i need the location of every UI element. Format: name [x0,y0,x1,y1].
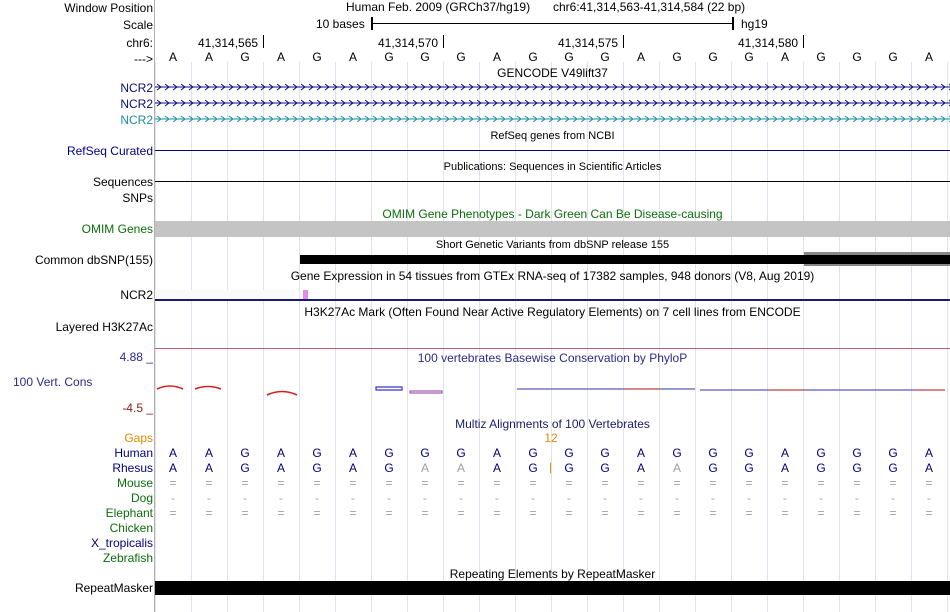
aligned-base-dog: - [495,491,499,505]
aligned-base-human: A [168,446,177,460]
base: G [708,50,718,64]
species-label-elephant[interactable]: Elephant [105,506,153,520]
aligned-base-mouse: = [781,476,789,490]
gap-count[interactable]: 12 [544,431,558,445]
aligned-base-rhesus: G [312,461,322,475]
aligned-base-dog: - [567,491,571,505]
aligned-base-mouse: = [817,476,825,490]
gtex-tissue-mark[interactable] [303,290,308,299]
omim-track-label[interactable]: OMIM Genes [81,222,153,236]
aligned-base-rhesus: G [888,461,898,475]
grid-line [479,62,480,612]
aligned-base-mouse: = [349,476,357,490]
ruler-tick [443,35,444,48]
aligned-base-elephant: = [889,506,897,520]
aligned-base-human: G [816,446,826,460]
base: G [816,50,826,64]
scale-bar [372,23,733,24]
aligned-base-elephant: = [673,506,681,520]
aligned-base-mouse: = [601,476,609,490]
aligned-base-elephant: = [313,506,321,520]
aligned-base-rhesus: A [672,461,681,475]
grid-line [371,62,372,612]
species-label-human[interactable]: Human [114,446,153,460]
aligned-base-dog: - [279,491,283,505]
gencode-track-label-1[interactable]: NCR2 [120,81,153,95]
aligned-base-elephant: = [277,506,285,520]
aligned-base-elephant: = [709,506,717,520]
dbsnp-variant-black[interactable] [300,255,950,264]
aligned-base-mouse: = [205,476,213,490]
alignment-row-dog [155,491,950,505]
base: A [276,50,285,64]
base-position-grid [155,62,950,612]
aligned-base-mouse: = [565,476,573,490]
phylop-mark [267,392,297,396]
refseq-track-title[interactable]: RefSeq genes from NCBI [490,130,615,142]
base: G [564,50,574,64]
aligned-base-human: G [564,446,574,460]
snps-track-label[interactable]: SNPs [122,191,153,205]
alignment-row-rhesus [155,461,950,475]
scale-bar-right-tick [732,17,734,30]
aligned-base-rhesus: G [240,461,250,475]
grid-line [227,62,228,612]
species-label-xtropicalis[interactable]: X_tropicalis [90,536,153,550]
aligned-base-rhesus: A [780,461,789,475]
aligned-base-mouse: = [241,476,249,490]
base: G [384,50,394,64]
aligned-base-elephant: = [529,506,537,520]
aligned-base-rhesus: A [492,461,501,475]
grid-line [155,62,156,612]
aligned-base-elephant: = [817,506,825,520]
alignment-row-elephant [155,506,950,520]
aligned-base-rhesus: A [420,461,429,475]
gap-insertion-marker[interactable]: | [549,460,553,474]
aligned-base-dog: - [531,491,535,505]
gaps-label: Gaps [124,431,153,445]
sequences-track-label[interactable]: Sequences [92,175,153,189]
grid-line [587,62,588,612]
ruler-tick-label: 41,314,575 [558,36,619,50]
base: G [528,50,538,64]
grid-line [443,62,444,612]
ruler-tick-label: 41,314,570 [378,36,439,50]
aligned-base-elephant: = [565,506,573,520]
aligned-base-mouse: = [277,476,285,490]
base: A [348,50,357,64]
aligned-base-human: G [528,446,538,460]
grid-line [191,62,192,612]
aligned-base-human: G [708,446,718,460]
aligned-base-dog: - [783,491,787,505]
aligned-base-mouse: = [673,476,681,490]
aligned-base-mouse: = [421,476,429,490]
aligned-base-dog: - [639,491,643,505]
aligned-base-rhesus: G [744,461,754,475]
aligned-base-elephant: = [493,506,501,520]
grid-line [335,62,336,612]
gencode-transcript-ncr2-3[interactable] [155,114,950,124]
alignment-row-mouse [155,476,950,490]
aligned-base-human: A [348,446,357,460]
aligned-base-human: G [852,446,862,460]
aligned-base-elephant: = [349,506,357,520]
aligned-base-dog: - [747,491,751,505]
aligned-base-elephant: = [601,506,609,520]
aligned-base-rhesus: A [636,461,645,475]
aligned-base-elephant: = [853,506,861,520]
aligned-base-dog: - [315,491,319,505]
aligned-base-elephant: = [745,506,753,520]
publications-track-title[interactable]: Publications: Sequences in Scientific Articles [443,161,662,173]
species-label-zebrafish[interactable]: Zebrafish [102,551,153,565]
grid-line [911,62,912,612]
scale-db: hg19 [741,17,768,31]
chrom-label: chr6: [126,36,153,50]
aligned-base-elephant: = [781,506,789,520]
base: G [672,50,682,64]
gencode-track-label-2[interactable]: NCR2 [120,97,153,111]
refseq-gene-line[interactable] [155,150,950,151]
aligned-base-human: G [420,446,430,460]
base-sequence-row [155,50,950,64]
gtex-gene-line[interactable] [155,299,950,301]
grid-line [515,62,516,612]
phylop-track-title[interactable]: 100 vertebrates Basewise Conservation by PhyloP [417,351,688,365]
strand-arrow-label: ---> [134,52,153,66]
base: G [312,50,322,64]
aligned-base-rhesus: G [852,461,862,475]
aligned-base-dog: - [207,491,211,505]
aligned-base-mouse: = [169,476,177,490]
grid-line [875,62,876,612]
aligned-base-mouse: = [313,476,321,490]
sequences-line[interactable] [155,181,950,182]
grid-line [623,62,624,612]
aligned-base-mouse: = [709,476,717,490]
aligned-base-human: A [276,446,285,460]
aligned-base-mouse: = [889,476,897,490]
base: G [888,50,898,64]
refseq-track-label[interactable]: RefSeq Curated [66,144,153,158]
ruler-tick-label: 41,314,565 [198,36,259,50]
aligned-base-human: G [744,446,754,460]
aligned-base-elephant: = [385,506,393,520]
phylop-mark [376,387,402,390]
phylop-mark [195,387,221,390]
aligned-base-human: G [312,446,322,460]
aligned-base-human: A [492,446,501,460]
gtex-track-title[interactable]: Gene Expression in 54 tissues from GTEx RNA-seq of 17382 samples, 948 donors (V8, Aug 2019) [290,269,815,283]
grid-line [947,62,948,612]
repeatmasker-track-label[interactable]: RepeatMasker [74,581,153,595]
aligned-base-rhesus: A [456,461,465,475]
aligned-base-human: G [888,446,898,460]
grid-line [551,62,552,612]
dbsnp-track-title[interactable]: Short Genetic Variants from dbSNP release 155 [435,239,670,251]
grid-line [803,62,804,612]
aligned-base-dog: - [603,491,607,505]
grid-line [731,62,732,612]
aligned-base-elephant: = [637,506,645,520]
aligned-base-mouse: = [925,476,933,490]
aligned-base-human: G [456,446,466,460]
aligned-base-mouse: = [529,476,537,490]
base: A [492,50,501,64]
base: G [744,50,754,64]
aligned-base-dog: - [819,491,823,505]
grid-line [695,62,696,612]
base: G [600,50,610,64]
base: G [456,50,466,64]
ruler-tick-label: 41,314,580 [738,36,799,50]
aligned-base-elephant: = [925,506,933,520]
h3k27ac-track-title[interactable]: H3K27Ac Mark (Often Found Near Active Regulatory Elements) on 7 cell lines from ENCODE [304,305,801,319]
aligned-base-human: A [204,446,213,460]
base: G [240,50,250,64]
aligned-base-mouse: = [457,476,465,490]
window-position-label: Window Position [64,1,153,15]
aligned-base-elephant: = [457,506,465,520]
species-label-rhesus[interactable]: Rhesus [112,461,153,475]
repeatmasker-bar[interactable] [155,581,950,595]
aligned-base-elephant: = [241,506,249,520]
gtex-track-label[interactable]: NCR2 [120,288,153,302]
phylop-mark [157,386,183,389]
aligned-base-dog: - [243,491,247,505]
h3k27ac-signal-baseline [155,348,950,349]
ruler-tick [263,35,264,48]
species-label-dog[interactable]: Dog [130,491,153,505]
aligned-base-rhesus: G [384,461,394,475]
aligned-base-human: A [636,446,645,460]
aligned-base-rhesus: G [600,461,610,475]
aligned-base-dog: - [855,491,859,505]
gencode-transcript-ncr2-1[interactable] [155,82,950,92]
aligned-base-dog: - [675,491,679,505]
aligned-base-rhesus: A [276,461,285,475]
aligned-base-dog: - [423,491,427,505]
base: A [780,50,789,64]
base: A [924,50,933,64]
scale-label: Scale [122,18,153,32]
aligned-base-mouse: = [385,476,393,490]
grid-line [407,62,408,612]
aligned-base-rhesus: G [708,461,718,475]
assembly-name: Human Feb. 2009 (GRCh37/hg19) [346,0,531,14]
aligned-base-rhesus: A [348,461,357,475]
scale-text: 10 bases [316,17,365,31]
phylop-wiggle[interactable] [155,380,950,398]
omim-gene-bar[interactable] [155,221,950,237]
base: G [420,50,430,64]
aligned-base-rhesus: A [204,461,213,475]
base: G [852,50,862,64]
aligned-base-rhesus: G [816,461,826,475]
base: A [168,50,177,64]
aligned-base-human: G [384,446,394,460]
aligned-base-rhesus: G [564,461,574,475]
grid-line [299,62,300,612]
cons-min-label: -4.5 _ [122,401,153,415]
repeatmasker-track-title[interactable]: Repeating Elements by RepeatMasker [449,567,656,581]
aligned-base-mouse: = [493,476,501,490]
multiz-track-title[interactable]: Multiz Alignments of 100 Vertebrates [455,417,650,431]
aligned-base-dog: - [171,491,175,505]
gtex-expression-box[interactable] [155,290,295,299]
base: A [636,50,645,64]
ruler-tick [803,35,804,48]
grid-line [839,62,840,612]
aligned-base-dog: - [927,491,931,505]
aligned-base-dog: - [711,491,715,505]
grid-line [767,62,768,612]
aligned-base-dog: - [387,491,391,505]
h3k27ac-track-label[interactable]: Layered H3K27Ac [55,320,153,334]
grid-line [263,62,264,612]
grid-line [659,62,660,612]
aligned-base-mouse: = [745,476,753,490]
aligned-base-elephant: = [421,506,429,520]
phylop-mark [410,391,442,393]
species-label-mouse[interactable]: Mouse [116,476,153,490]
aligned-base-dog: - [459,491,463,505]
aligned-base-rhesus: A [924,461,933,475]
window-position-text[interactable]: chr6:41,314,563-41,314,584 (22 bp) [553,0,746,14]
dbsnp-track-label[interactable]: Common dbSNP(155) [34,253,153,267]
alignment-row-human [155,446,950,460]
aligned-base-human: A [924,446,933,460]
omim-track-title[interactable]: OMIM Gene Phenotypes - Dark Green Can Be Disease-causing [382,207,723,221]
aligned-base-human: G [672,446,682,460]
aligned-base-human: G [240,446,250,460]
aligned-base-mouse: = [853,476,861,490]
aligned-base-elephant: = [205,506,213,520]
gencode-transcript-ncr2-2[interactable] [155,98,950,108]
aligned-base-rhesus: G [528,461,538,475]
aligned-base-dog: - [351,491,355,505]
aligned-base-dog: - [891,491,895,505]
cons-max-label: 4.88 _ [119,350,153,364]
gencode-track-label-3[interactable]: NCR2 [120,113,153,127]
ruler-tick [623,35,624,48]
cons-track-label[interactable]: 100 Vert. Cons [13,375,93,389]
aligned-base-elephant: = [169,506,177,520]
aligned-base-human: G [600,446,610,460]
base: A [204,50,213,64]
gencode-track-title[interactable]: GENCODE V49lift37 [497,66,608,80]
aligned-base-mouse: = [637,476,645,490]
aligned-base-rhesus: A [168,461,177,475]
aligned-base-human: A [780,446,789,460]
species-label-chicken[interactable]: Chicken [109,521,153,535]
